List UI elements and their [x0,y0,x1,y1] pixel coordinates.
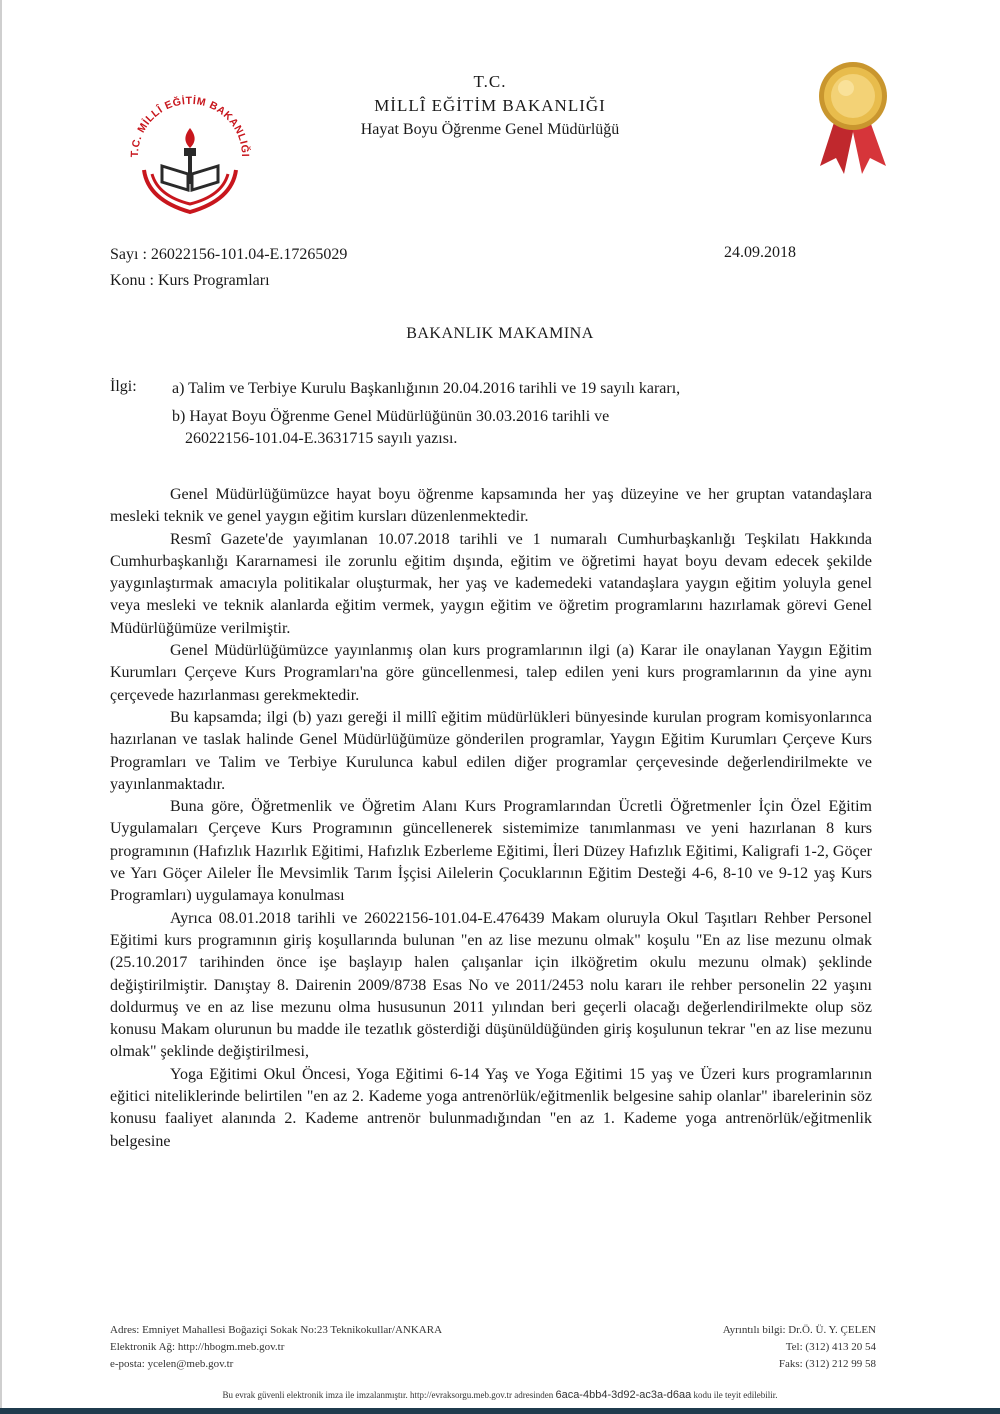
directorate-name: Hayat Boyu Öğrenme Genel Müdürlüğü [360,121,620,138]
reference-b-line2: 26022156-101.04-E.3631715 sayılı yazısı. [185,430,458,447]
letter-body [110,484,872,1153]
body-paragraph: Buna göre, Öğretmenlik ve Öğretim Alanı Kurs Programlarından Ücretli Öğretmenler İçin Özel Eğitim Uygulamaları Çerçeve Kurs Programının güncellenerek sistemimize tanımlanması ve yeni hazırlanan 8 kurs programının (Hafızlık Hazırlık Eğitimi, Hafızlık Ezberleme Eğitimi, İleri Düzey Hafızlık Eğitimi, Kaligrafi 1-2, Göçer ve Yarı Göçer Aileler İle Mevsimlik Tarım İşçisi Ailelerin Çocuklarının Eğitim Desteği 4-6, 8-10 ve 9-12 yaş Kurs Programları) uygulamaya konulması [110,798,872,905]
document-date: 24.09.2018 [724,244,796,261]
country-label: T.C. [473,72,507,91]
reference-b-line1: b) Hayat Boyu Öğrenme Genel Müdürlüğünün 30.03.2016 tarihli ve [172,408,610,425]
body-paragraph: Ayrıca 08.01.2018 tarihli ve 26022156-101.04-E.476439 Makam oluruyla Okul Taşıtları Rehber Personel Eğitimi kurs programının giriş koşullarında bulunan "en az lise mezunu olmak" koşulu "En az lise mezunu olmak (25.10.2017 tarihinden önce işe başlayıp halen çalışanlar için ilköğretim okulu mezunu olmak) şeklinde değiştirilmiştir. Danıştay 8. Dairenin 2009/8738 Esas No ve 2011/2453 nolu kararı ile rehber personelin 22 yaşını doldurmuş ve en az lise mezunu olma hususunun 2011 yılından beri geçerli olacağı değerlendirilmekte olup söz konusu Makam olurunun bu madde ile tezatlık gösterdiği düşünüldüğünden giriş koşulunun tekrar "en az lise mezunu olmak" şeklinde değiştirilmesi, [110,909,872,1061]
verification-suffix: kodu ile teyit edilebilir. [693,1390,778,1400]
contact-footer [110,1322,876,1373]
ministry-name: MİLLÎ EĞİTİM BAKANLIĞI [374,96,606,115]
addressee: BAKANLIK MAKAMINA [406,325,594,342]
verification-prefix: Bu evrak güvenli elektronik imza ile imzalanmıştır. http://evraksorgu.meb.gov.tr adresinden [222,1390,554,1400]
document-number: Sayı : 26022156-101.04-E.17265029 [110,246,348,263]
reference-a: a) Talim ve Terbiye Kurulu Başkanlığının 20.04.2016 tarihli ve 19 sayılı kararı, [172,380,681,397]
svg-text:T.C. MİLLÎ EĞİTİM BAKANLIĞI: T.C. MİLLÎ EĞİTİM BAKANLIĞI [128,94,252,158]
footer-fax: Faks: (312) 212 99 58 [778,1358,876,1370]
body-paragraph: Bu kapsamda; ilgi (b) yazı gereği il millî eğitim müdürlükleri bünyesinde kurulan program komisyonlarınca hazırlanan ve taslak halinde Genel Müdürlüğümüze gönderilen programlar, Yaygın Eğitim Kurumları Çerçeve Kurs Programları ve Talim ve Terbiye Kurulunca kabul edilen diğer programlar çerçevesinde değerlendirilmekte ve yayınlanmaktadır. [110,708,872,793]
page-left-border [0,0,2,1414]
body-paragraph: Resmî Gazete'de yayımlanan 10.07.2018 tarihli ve 1 numaralı Cumhurbaşkanlığı Teşkilatı Hakkında Cumhurbaşkanlığı Kararnamesi ile zorunlu eğitim dışında, eğitim ve öğretimi hayat boyu devam edecek şekilde yaygınlaştırmak amacıyla politikalar oluşturmak, her yaş ve kademedeki vatandaşlara yaygın eğitim yoluyla genel veya mesleki ve teknik alanlarda eğitim vermek, yaygın eğitim ve öğretim programlarını hazırlamak görevi Genel Müdürlüğümüze verilmiştir. [110,530,872,637]
footer-email: e-posta: ycelen@meb.gov.tr [110,1358,234,1370]
body-paragraph: Yoga Eğitimi Okul Öncesi, Yoga Eğitimi 6-14 Yaş ve Yoga Eğitimi 15 yaş ve Üzeri kurs programlarının eğitici niteliklerinde belirtilen "en az 2. Kademe yoga antrenörlük/eğitmenlik belgesine sahip olanlar" ibarelerinin söz konusu faaliyet alanında 2. Kademe antrenör bulunmadığından "en az 1. Kademe yoga antrenörlük/eğitmenlik belgesine [110,1065,872,1150]
footer-website: Elektronik Ağ: http://hbogm.meb.gov.tr [110,1341,285,1353]
footer-contact-person: Ayrıntılı bilgi: Dr.Ö. Ü. Y. ÇELEN [722,1324,876,1336]
ministry-logo [118,78,262,222]
document-subject: Konu : Kurs Programları [110,272,270,289]
page-bottom-bar [0,1408,1000,1414]
reference-label: İlgi: [110,378,137,395]
footer-address: Adres: Emniyet Mahallesi Boğaziçi Sokak No:23 Teknikokullar/ANKARA [110,1324,443,1336]
verification-note [0,1389,1000,1401]
body-paragraph: Genel Müdürlüğümüzce hayat boyu öğrenme kapsamında her yaş düzeyine ve her gruptan vatandaşlara mesleki teknik ve genel yaygın eğitim kursları düzenlenmektedir. [110,486,872,526]
verification-code: 6aca-4bb4-3d92-ac3a-d6aa [555,1389,692,1401]
letterhead [300,70,680,142]
footer-phone: Tel: (312) 413 20 54 [785,1341,876,1353]
body-paragraph: Genel Müdürlüğümüzce yayınlanmış olan kurs programlarının ilgi (a) Karar ile onaylanan Yaygın Eğitim Kurumları Çerçeve Kurs Programları'na göre güncellenmesi, talep edilen yeni kurs programlarının da yine aynı çerçevede hazırlanması gerekmektedir. [110,642,872,704]
gold-seal-icon [808,58,898,176]
